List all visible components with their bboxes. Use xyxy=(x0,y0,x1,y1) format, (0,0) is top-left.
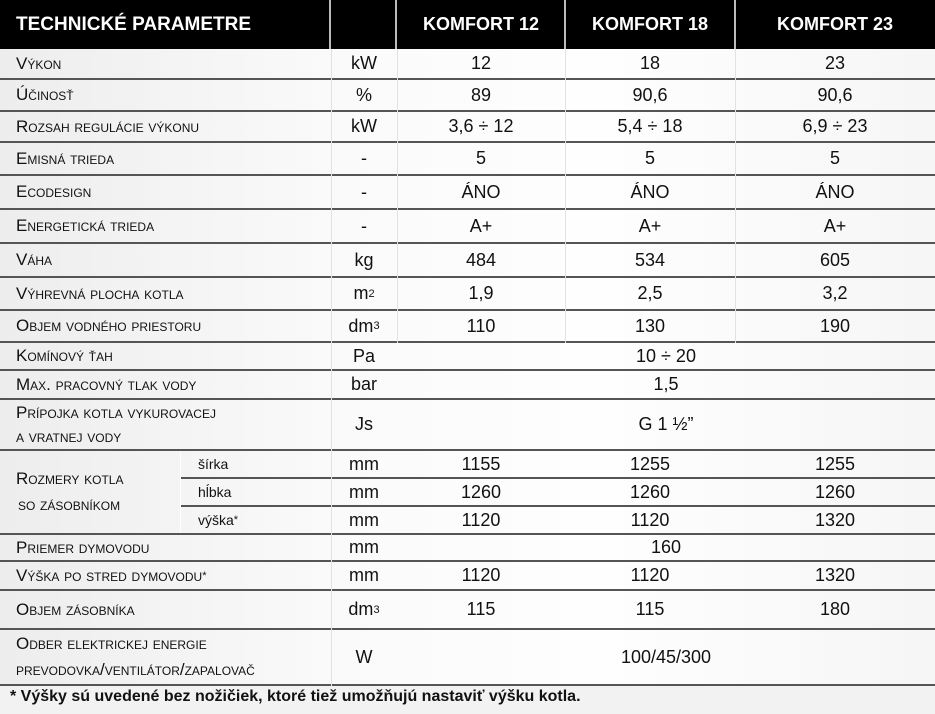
table-row xyxy=(0,143,935,176)
value-komfort-18: 115 xyxy=(635,599,665,619)
value-komfort-12: ÁNO xyxy=(461,181,501,202)
value-komfort-23: ÁNO xyxy=(815,181,855,202)
value-komfort-23: 605 xyxy=(819,249,851,270)
value-komfort-23: 190 xyxy=(819,315,851,336)
row-unit: Pa xyxy=(352,345,376,366)
row-unit: mm xyxy=(349,537,379,557)
value-komfort-18: 1120 xyxy=(630,509,670,530)
row-label: Výška po stred dymovodu * xyxy=(0,562,331,589)
table-row xyxy=(0,80,935,112)
row-label: Priemer dymovodu xyxy=(16,537,150,557)
value-komfort-12: 110 xyxy=(466,315,496,336)
table-row xyxy=(0,562,935,591)
value-komfort-12: 1,9 xyxy=(468,283,494,303)
value-komfort-23: 1320 xyxy=(814,565,856,585)
table-row xyxy=(0,371,935,400)
value-komfort-23: 3,2 xyxy=(822,283,848,303)
value-komfort-12: 3,6 ÷ 12 xyxy=(448,116,514,136)
table-header xyxy=(0,0,935,49)
row-label-line-1: Prípojka kotla vykurovacej xyxy=(16,402,216,422)
row-label: Komínový ťah xyxy=(16,346,113,365)
row-unit: W xyxy=(355,646,373,667)
value-komfort-18: 5 xyxy=(644,148,655,168)
value-komfort-23: 90,6 xyxy=(817,84,853,105)
value-komfort-18: 1255 xyxy=(629,453,671,474)
table-row xyxy=(0,311,935,343)
row-label: Účinosť xyxy=(16,85,74,104)
row-unit: - xyxy=(361,215,367,236)
row-label: Energetická trieda xyxy=(16,216,155,235)
value-komfort-12: 5 xyxy=(475,148,486,168)
value-komfort-12: 89 xyxy=(470,84,492,105)
value-all-models: 10 ÷ 20 xyxy=(636,345,696,366)
value-all-models: 160 xyxy=(650,537,682,557)
value-komfort-18: 2,5 xyxy=(637,283,663,303)
row-unit: mm xyxy=(349,509,379,530)
row-label: Váha xyxy=(16,250,53,269)
value-komfort-23: 1260 xyxy=(814,481,856,502)
row-unit: - xyxy=(361,181,367,202)
row-label-line-2: prevodovka/ventilátor/zapalovač xyxy=(16,660,255,679)
value-komfort-23: 5 xyxy=(829,148,840,168)
value-komfort-12: A+ xyxy=(469,215,493,236)
value-komfort-18: A+ xyxy=(638,215,662,236)
value-komfort-12: 484 xyxy=(465,249,497,270)
row-label: Objem zásobníka xyxy=(16,599,135,619)
value-komfort-12: 1120 xyxy=(461,509,501,530)
value-komfort-23: 1320 xyxy=(814,509,856,530)
header-komfort-12: KOMFORT 12 xyxy=(422,14,539,34)
row-label: Výhrevná plocha kotla xyxy=(16,283,184,303)
sub-label-sirka: šírka xyxy=(198,456,229,472)
value-komfort-12: 115 xyxy=(466,599,496,619)
sub-label-vyska: výška * xyxy=(198,512,239,528)
header-komfort-23: KOMFORT 23 xyxy=(776,14,893,34)
group-label xyxy=(0,451,181,533)
group-label-line-2: so zásobníkom xyxy=(18,495,121,514)
row-unit: kg xyxy=(354,249,374,270)
value-komfort-12: 1155 xyxy=(461,453,501,474)
header-title: TECHNICKÉ PARAMETRE xyxy=(16,13,252,35)
row-label xyxy=(0,400,331,449)
value-komfort-12: 12 xyxy=(470,53,492,73)
sub-label-text: výška xyxy=(198,512,234,528)
row-unit: Js xyxy=(355,414,373,434)
row-label: Objem vodného priestoru xyxy=(16,316,202,335)
row-label: Emisná trieda xyxy=(16,148,115,168)
value-komfort-23: A+ xyxy=(823,215,847,236)
row-unit: dm 3 xyxy=(348,315,380,336)
unit-base: dm xyxy=(348,599,374,619)
value-komfort-18: 1260 xyxy=(629,481,671,502)
value-komfort-18: 534 xyxy=(634,249,666,270)
value-komfort-12: 1260 xyxy=(460,481,502,502)
row-label-line-2: a vratnej vody xyxy=(16,426,122,446)
row-label: Ecodesign xyxy=(16,182,92,201)
row-unit: m 2 xyxy=(353,283,375,303)
value-komfort-23: 23 xyxy=(824,53,846,73)
dimensions-group xyxy=(0,451,935,535)
unit-base: m xyxy=(353,283,369,303)
row-unit: kW xyxy=(351,116,377,136)
value-komfort-18: 18 xyxy=(639,53,661,73)
header-komfort-18: KOMFORT 18 xyxy=(591,14,708,34)
row-label: Max. pracovný tlak vody xyxy=(16,374,197,394)
table-row xyxy=(0,112,935,143)
value-all-models: 1,5 xyxy=(653,374,679,394)
value-komfort-18: ÁNO xyxy=(630,181,670,202)
value-komfort-18: 130 xyxy=(634,315,666,336)
footnote: * Výšky sú uvedené bez nožičiek, ktoré tiež umožňujú nastaviť výšku kotla. xyxy=(10,688,581,705)
row-unit: - xyxy=(361,148,367,168)
table-row xyxy=(0,244,935,278)
row-label: Výkon xyxy=(16,53,62,73)
row-unit: % xyxy=(355,84,372,105)
value-komfort-18: 5,4 ÷ 18 xyxy=(617,116,683,136)
value-komfort-18: 90,6 xyxy=(632,84,668,105)
group-label-line-1: Rozmery kotla xyxy=(16,469,124,488)
row-unit: mm xyxy=(349,453,379,474)
row-unit: bar xyxy=(350,374,377,394)
value-all-models: G 1 ½” xyxy=(638,414,694,434)
row-label xyxy=(0,630,331,684)
row-unit: mm xyxy=(349,565,379,585)
value-komfort-23: 6,9 ÷ 23 xyxy=(802,116,868,136)
value-komfort-18: 1120 xyxy=(630,565,670,585)
row-unit: mm xyxy=(349,481,379,502)
table-row xyxy=(0,591,935,630)
table-row xyxy=(0,278,935,311)
value-komfort-12: 1120 xyxy=(461,565,501,585)
sub-label-hlbka: hĺbka xyxy=(198,484,232,500)
row-label-text: Výška po stred dymovodu xyxy=(16,565,203,585)
table-row xyxy=(0,343,935,371)
table-row xyxy=(0,535,935,562)
value-komfort-23: 180 xyxy=(819,599,851,619)
table-row xyxy=(0,630,935,686)
value-komfort-23: 1255 xyxy=(814,453,856,474)
row-unit: kW xyxy=(351,53,377,73)
unit-base: dm xyxy=(348,315,374,336)
table-row xyxy=(0,210,935,244)
row-unit: dm 3 xyxy=(348,599,380,619)
table-row xyxy=(0,49,935,80)
row-label: Rozsah regulácie výkonu xyxy=(16,116,200,136)
table-row xyxy=(0,400,935,451)
value-all-models: 100/45/300 xyxy=(620,646,712,667)
row-label-line-1: Odber elektrickej energie xyxy=(16,634,207,653)
table-row xyxy=(0,176,935,210)
